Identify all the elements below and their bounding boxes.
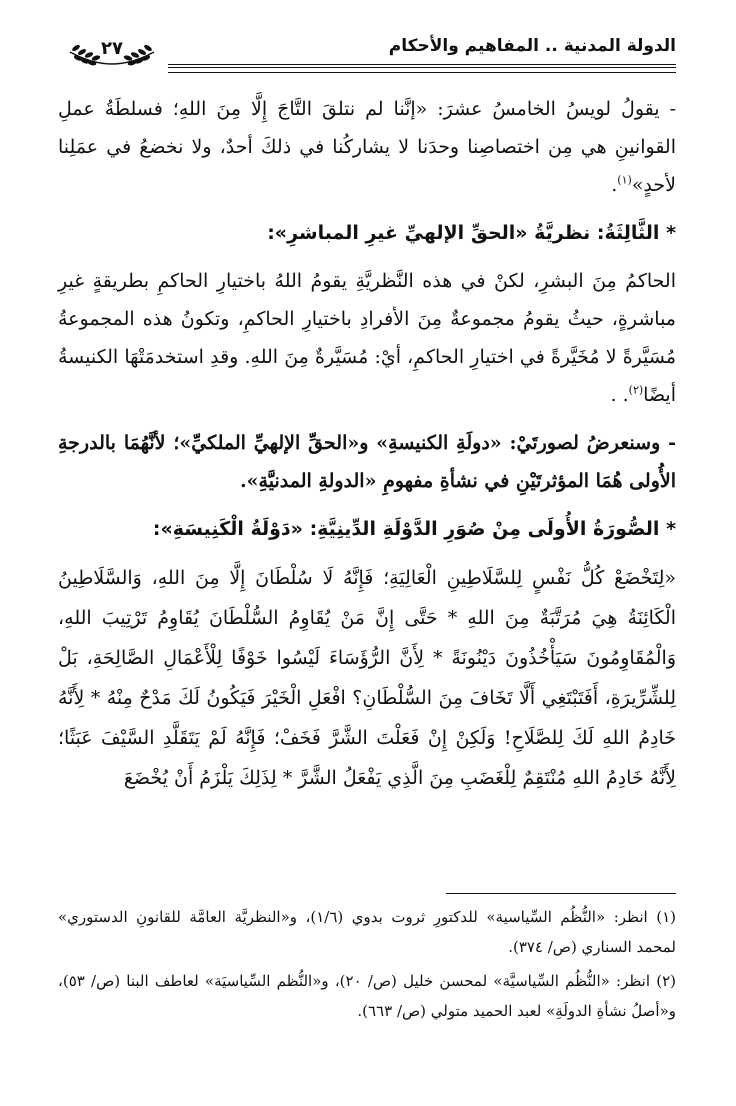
paragraph-indirect-divine-right: [58, 262, 676, 414]
paragraph-end: . .: [610, 384, 629, 406]
footnote-ref-2: (٢): [628, 383, 644, 397]
paragraph-text: الحاكمُ مِنَ البشرِ، لكنْ في هذه النَّظريَّةِ يقومُ اللهُ باختيارِ الحاكمِ بطريقةٍ غيرِ مباشرةٍ، حيثُ يقومُ مجموعةٌ مِنَ الأفرادِ باختيارِ الحاكمِ، وتكونُ هذه المجموعةُ مُسَيَّرةً لا مُخَيَّرةً في اختيارِ الحاكمِ، أيْ: مُسَيَّرةٌ مِنَ اللهِ. وقدِ استخدمَتْهَا الكنيسةُ أيضًا: [58, 270, 676, 406]
paragraph-louis-xv: [58, 90, 676, 204]
page-number: ٢٧: [101, 38, 123, 59]
scripture-quote: «لِتَخْضَعْ كُلُّ نَفْسٍ لِلسَّلَاطِينِ الْعَالِيَةِ؛ فَإِنَّهُ لَا سُلْطَانَ إِلَّا مِنَ اللهِ، وَالسَّلَاطِينُ الْكَائِنَةُ هِيَ مُرَتَّبَةٌ مِنَ اللهِ * حَتَّى إِنَّ مَنْ يُقَاوِمُ السُّلْطَانَ يُقَاوِمُ تَرْتِيبَ اللهِ، وَالْمُقَاوِمُونَ سَيَأْخُذُونَ دَيْنُونَةً * لِأَنَّ الرُّؤَسَاءَ لَيْسُوا خَوْفًا لِلْأَعْمَالِ الصَّالِحَةِ، بَلْ لِلشِّرِّيرَةِ، أَفَتَبْتَغِي أَلَّا تَخَافَ مِنَ السُّلْطَانِ؟ افْعَلِ الْخَيْرَ فَيَكُونُ لَكَ مَدْحٌ مِنْهُ * لِأَنَّهُ خَادِمُ اللهِ لَكَ لِلصَّلَاحِ! وَلَكِنْ إِنْ فَعَلْتَ الشَّرَّ فَخَفْ؛ فَإِنَّهُ لَمْ يَتَقَلَّدِ السَّيْفَ عَبَثًا؛ لِأَنَّهُ خَادِمُ اللهِ مُنْتَقِمٌ لِلْغَضَبِ مِنَ الَّذِي يَفْعَلُ الشَّرَّ * لِذَلِكَ يَلْزَمُ أَنْ يُخْضَعَ: [58, 567, 676, 789]
section-heading-third-theory: * الثَّالِثَةُ: نظريَّةُ «الحقِّ الإلهيِّ غيرِ المباشرِ»:: [267, 222, 676, 244]
running-title: الدولة المدنية .. المفاهيم والأحكام: [388, 36, 676, 56]
paragraph-end: .: [611, 174, 618, 196]
footnote-separator: [446, 893, 676, 894]
footnotes: [58, 902, 676, 1030]
footnote-2: (٢) انظر: «النُّظُم السِّياسيَّة» لمحسن خليل (ص/ ٢٠)، و«النُّظم السِّياسيَة» لعاطف البنا (ص/ ٥٣)، و«أصلُ نشأةِ الدولَةِ» لعبد الحميد متولي (ص/ ٦٦٣).: [58, 972, 676, 1020]
footnote-ref-1: (١): [617, 173, 632, 187]
footnote-1: (١) انظر: «النُّظُم السِّياسية» للدكتورِ ثروت بدوي (١/٦)، و«النظريَّة العامَّة للقانونِ الدستوري» لمحمد السناري (ص/ ٣٧٤).: [58, 908, 676, 956]
paragraph-text: - يقولُ لويسُ الخامسُ عشرَ: «إنَّنا لم نتلقَ التَّاجَ إِلَّا مِنَ اللهِ؛ فسلطَةُ عملِ القوانينِ هي مِن اختصاصِنا وحدَنا لا يشاركُنا في ذلكَ أحدٌ، ولا نخضعُ في عمَلِنا لأحدٍ»: [58, 98, 676, 196]
section-heading-church-state: * الصُّورَةُ الأُولَى مِنْ صُوَرِ الدَّوْلَةِ الدِّينِيَّةِ: «دَوْلَةُ الْكَنِيسَةِ»:: [152, 518, 676, 540]
header-thin-rule: [168, 72, 676, 73]
page-header: [60, 30, 676, 80]
main-text: [58, 90, 676, 808]
page-number-ornament: [62, 30, 162, 70]
header-double-rule: [168, 64, 676, 68]
paragraph-two-forms: - وسنعرضُ لصورتَيْ: «دولَةِ الكنيسةِ» و«الحقِّ الإلهيِّ الملكيِّ»؛ لأنَّهُمَا بالدرجةِ الأُولى هُمَا المؤثرتَيْنِ في نشأةِ مفهومِ «الدولةِ المدنيَّةِ».: [58, 432, 676, 492]
